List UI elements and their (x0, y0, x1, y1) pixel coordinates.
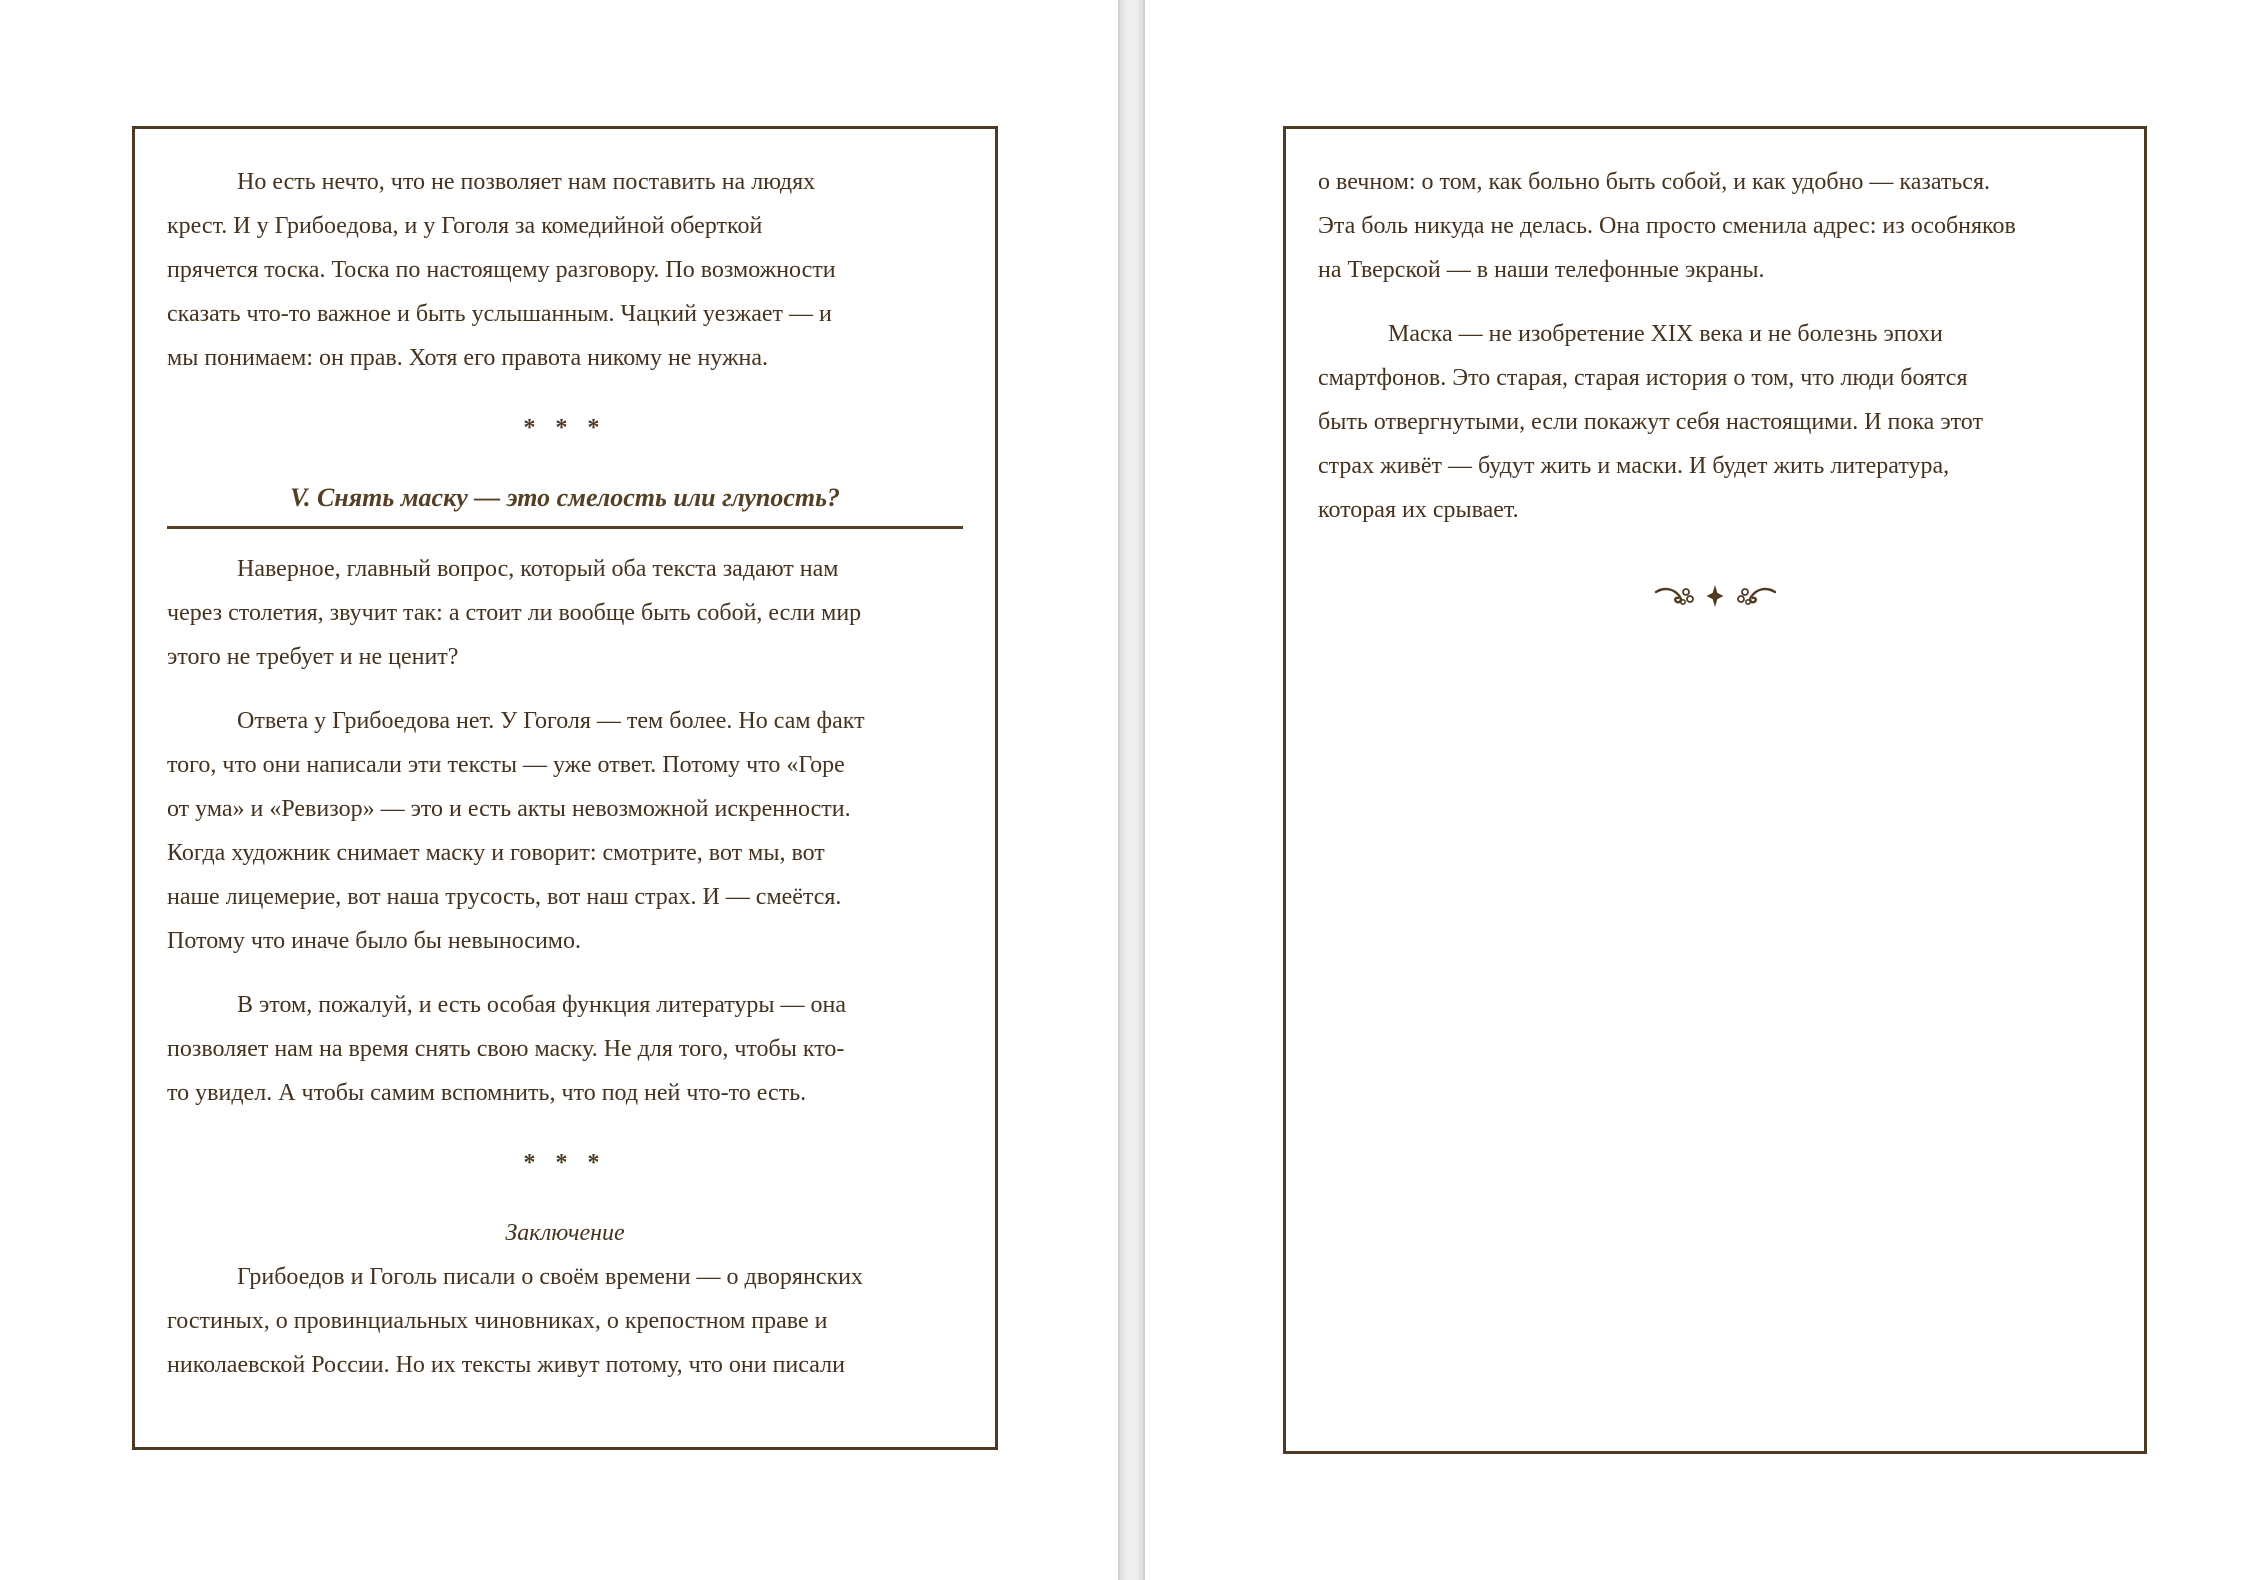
text-line: позволяет нам на время снять свою маску. Не для того, чтобы кто- (167, 1036, 845, 1062)
paragraph (167, 1255, 963, 1387)
paragraph (1318, 312, 2112, 532)
paragraph (167, 160, 963, 380)
conclusion-heading: Заключение (505, 1220, 625, 1246)
text-line: этого не требует и не ценит? (167, 644, 459, 670)
text-line: Когда художник снимает маску и говорит: смотрите, вот мы, вот (167, 840, 825, 866)
text-line: Маска — не изобретение XIX века и не болезнь эпохи (1388, 321, 1943, 347)
chapter-heading: V. Снять маску — это смелость или глупость? (167, 476, 963, 529)
paragraph (1318, 160, 2112, 292)
left-flourish-icon (1654, 584, 1694, 608)
text-line: наше лицемерие, вот наша трусость, вот наш страх. И — смеётся. (167, 884, 842, 910)
text-line: через столетия, звучит так: а стоит ли вообще быть собой, если мир (167, 600, 862, 626)
diamond-star-icon (1707, 585, 1724, 607)
page-left (132, 126, 998, 1450)
text-line: Но есть нечто, что не позволяет нам поставить на людях (237, 169, 816, 195)
page-right-content (1286, 129, 2144, 618)
page-left-content (135, 129, 995, 1387)
text-line: Грибоедов и Гоголь писали о своём времени — о дворянских (237, 1264, 863, 1290)
text-line: сказать что-то важное и быть услышанным. Чацкий уезжает — и (167, 301, 832, 327)
text-line: от ума» и «Ревизор» — это и есть акты невозможной искренности. (167, 796, 851, 822)
paragraph (167, 547, 963, 679)
right-flourish-icon (1737, 584, 1777, 608)
text-line: николаевской России. Но их тексты живут потому, что они писали (167, 1352, 845, 1378)
page-gutter-divider (1118, 0, 1145, 1580)
text-line: быть отвергнутыми, если покажут себя настоящими. И пока этот (1318, 409, 1983, 435)
text-line: страх живёт — будут жить и маски. И будет жить литература, (1318, 453, 1950, 479)
text-line: того, что они написали эти тексты — уже ответ. Потому что «Горе (167, 752, 845, 778)
text-line: на Тверской — в наши телефонные экраны. (1318, 257, 1765, 283)
text-line: то увидел. А чтобы самим вспомнить, что под ней что-то есть. (167, 1080, 807, 1106)
text-line: Наверное, главный вопрос, который оба текста задают нам (237, 556, 839, 582)
page-right (1283, 126, 2147, 1454)
paragraph (167, 699, 963, 963)
text-line: крест. И у Грибоедова, и у Гоголя за комедийной оберткой (167, 213, 763, 239)
section-break-stars: * * * (523, 415, 607, 441)
section-break-stars: * * * (523, 1150, 607, 1176)
text-line: Потому что иначе было бы невыносимо. (167, 928, 581, 954)
text-line: которая их срывает. (1318, 497, 1519, 523)
text-line: прячется тоска. Тоска по настоящему разговору. По возможности (167, 257, 836, 283)
text-line: гостиных, о провинциальных чиновниках, о крепостном праве и (167, 1308, 828, 1334)
text-line: смартфонов. Это старая, старая история о том, что люди боятся (1318, 365, 1968, 391)
flourish-divider (1318, 574, 2112, 618)
text-line: В этом, пожалуй, и есть особая функция литературы — она (237, 992, 847, 1018)
text-line: мы понимаем: он прав. Хотя его правота никому не нужна. (167, 345, 769, 371)
text-line: Эта боль никуда не делась. Она просто сменила адрес: из особняков (1318, 213, 2016, 239)
paragraph (167, 983, 963, 1115)
text-line: о вечном: о том, как больно быть собой, и как удобно — казаться. (1318, 169, 1990, 195)
text-line: Ответа у Грибоедова нет. У Гоголя — тем более. Но сам факт (237, 708, 865, 734)
